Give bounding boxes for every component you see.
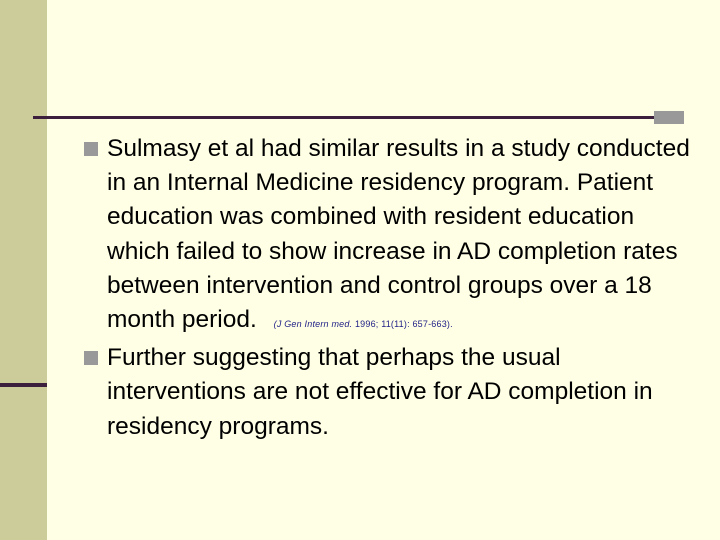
- side-divider-line: [0, 383, 47, 387]
- citation-details: 1996; 11(11): 657-663).: [352, 319, 453, 330]
- left-accent-band: [0, 0, 47, 540]
- title-divider-accent: [654, 111, 684, 124]
- square-bullet-icon: [84, 142, 98, 156]
- bullet-item-2: [83, 341, 693, 444]
- title-divider-line: [33, 116, 654, 119]
- square-bullet-icon: [84, 351, 98, 365]
- bullet-text-2: Further suggesting that perhaps the usual interventions are not effective for AD completion in residency programs.: [107, 344, 653, 440]
- bullet-text-1: Sulmasy et al had similar results in a study conducted in an Internal Medicine residency program. Patient education was combined with resident education which failed to show increase in AD completion rates between intervention and control groups over a 18 month period.: [107, 135, 690, 334]
- slide-body: [83, 132, 693, 444]
- bullet-item-1: [83, 132, 693, 341]
- citation: [274, 319, 453, 329]
- citation-journal: (J Gen Intern med.: [273, 319, 353, 330]
